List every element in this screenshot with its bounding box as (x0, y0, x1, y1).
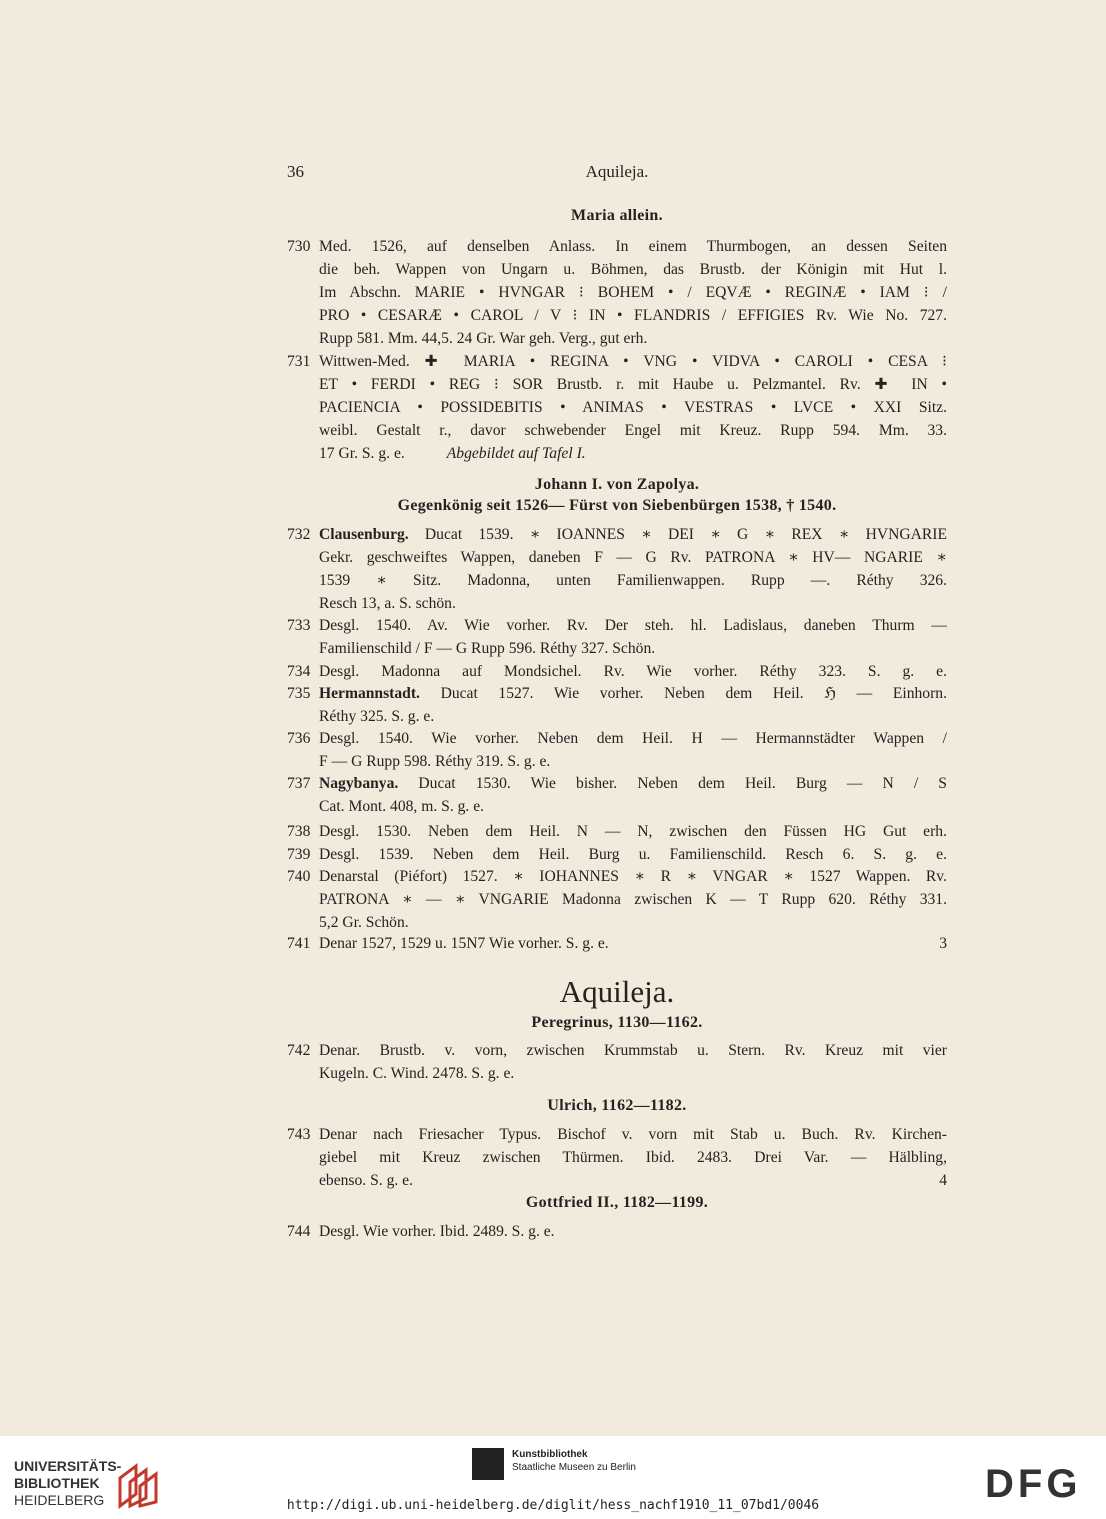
mint-place: Hermannstadt. (319, 685, 420, 702)
entry-number: 739 (287, 846, 311, 863)
entry-line: Desgl. 1540. Av. Wie vorher. Rv. Der steh. hl. Ladislaus, daneben Thurm — (319, 617, 947, 634)
entry-number: 744 (287, 1223, 311, 1240)
entry-line: Wittwen-Med. ✚ MARIA • REGINA • VNG • VIDVA • CAROLI • CESA ⁝ (319, 353, 947, 370)
entry-line: Réthy 325. S. g. e. (319, 708, 435, 725)
entry-line: 1539 ∗ Sitz. Madonna, unten Familienwappen. Rupp —. Réthy 326. (319, 572, 947, 589)
mint-place: Nagybanya. (319, 775, 399, 792)
mint-place: Clausenburg. (319, 526, 409, 543)
entry-number: 743 (287, 1126, 311, 1143)
entry-line: ET • FERDI • REG ⁝ SOR Brustb. r. mit Haube u. Pelzmantel. Rv. ✚ IN • (319, 376, 947, 393)
entry-number: 738 (287, 823, 311, 840)
section-title-ulrich: Ulrich, 1162—1182. (547, 1097, 687, 1114)
uni-logo-line: HEIDELBERG (14, 1492, 105, 1508)
catalog-entry-739 (287, 843, 947, 866)
entry-line: Denar. Brustb. v. vorn, zwischen Krummstab u. Stern. Rv. Kreuz mit vier (319, 1042, 947, 1059)
entry-number: 740 (287, 868, 311, 885)
catalog-entry-733 (287, 614, 947, 660)
page-header (287, 162, 947, 186)
kb-logo-line: Staatliche Museen zu Berlin (512, 1462, 636, 1473)
entry-text: Ducat 1539. ∗ IOANNES ∗ DEI ∗ G ∗ REX ∗ HVNGARIE (424, 526, 947, 543)
entry-line: PATRONA ∗ — ∗ VNGARIE Madonna zwischen K — T Rupp 620. Réthy 331. (319, 891, 947, 908)
kunstbibliothek-text (512, 1448, 636, 1474)
entry-line: die beh. Wappen von Ungarn u. Böhmen, das Brustb. der Königin mit Hut l. (319, 261, 947, 278)
entry-line: Resch 13, a. S. schön. (319, 595, 456, 612)
entry-line: PACIENCIA • POSSIDEBITIS • ANIMAS • VESTRAS • LVCE • XXI Sitz. (319, 399, 947, 416)
kb-logo-line: Kunstbibliothek (512, 1449, 588, 1460)
entry-number: 731 (287, 353, 311, 370)
entry-line (287, 523, 947, 546)
entry-line: Im Abschn. MARIE • HVNGAR ⁝ BOHEM • / EQVÆ • REGINÆ • IAM ⁝ / (319, 284, 947, 301)
entry-text: Ducat 1530. Wie bisher. Neben dem Heil. Burg — N / S (418, 775, 947, 792)
section-subtitle-johann: Gegenkönig seit 1526— Fürst von Siebenbürgen 1538, † 1540. (397, 497, 837, 514)
entry-line: Cat. Mont. 408, m. S. g. e. (319, 798, 485, 815)
entry-line: Kugeln. C. Wind. 2478. S. g. e. (319, 1065, 515, 1082)
entry-line: Denar nach Friesacher Typus. Bischof v. vorn mit Stab u. Buch. Rv. Kirchen- (319, 1126, 947, 1143)
entry-number: 732 (287, 526, 311, 543)
catalog-entry-732 (287, 523, 947, 615)
running-head: Aquileja. (585, 162, 649, 181)
entry-line: F — G Rupp 598. Réthy 319. S. g. e. (319, 753, 551, 770)
entry-number: 737 (287, 775, 311, 792)
entry-line: 5,2 Gr. Schön. (319, 914, 409, 931)
kunstbibliothek-mark-icon (472, 1448, 504, 1480)
kunstbibliothek-logo[interactable] (472, 1448, 672, 1488)
section-title-gottfried: Gottfried II., 1182—1199. (525, 1194, 709, 1211)
entry-line: Rupp 581. Mm. 44,5. 24 Gr. War geh. Verg., gut erh. (319, 330, 648, 347)
catalog-entry-743 (287, 1123, 947, 1192)
entry-count: 4 (939, 1172, 947, 1189)
catalog-entry-736 (287, 727, 947, 773)
catalog-entry-744 (287, 1220, 947, 1243)
entry-line (287, 772, 947, 795)
entry-line: Med. 1526, auf denselben Anlass. In einem Thurmbogen, an dessen Seiten (319, 238, 947, 255)
catalog-entry-738 (287, 820, 947, 843)
entry-number: 733 (287, 617, 311, 634)
entry-line: Desgl. 1539. Neben dem Heil. Burg u. Familienschild. Resch 6. S. g. e. (319, 846, 947, 863)
section-heading-aquileja: Aquileja. (559, 974, 675, 1009)
viewer-footer (0, 1436, 1106, 1519)
entry-line: giebel mit Kreuz zwischen Thürmen. Ibid. 2483. Drei Var. — Hälbling, (319, 1149, 947, 1166)
entry-line: Desgl. Madonna auf Mondsichel. Rv. Wie vorher. Réthy 323. S. g. e. (319, 663, 947, 680)
catalog-entry-735 (287, 682, 947, 728)
entry-line: PRO • CESARÆ • CAROL / V ⁝ IN • FLANDRIS / EFFIGIES Rv. Wie No. 727. (319, 307, 947, 324)
entry-line: Denarstal (Piéfort) 1527. ∗ IOHANNES ∗ R ∗ VNGAR ∗ 1527 Wappen. Rv. (319, 868, 947, 885)
entry-number: 736 (287, 730, 311, 747)
entry-number: 741 (287, 935, 311, 952)
entry-number: 730 (287, 238, 311, 255)
entry-line: Desgl. 1530. Neben dem Heil. N — N, zwischen den Füssen HG Gut erh. (319, 823, 947, 840)
section-title-peregrinus: Peregrinus, 1130—1162. (531, 1014, 703, 1031)
uni-logo-line: BIBLIOTHEK (14, 1475, 100, 1491)
page-number: 36 (287, 162, 304, 181)
catalog-entry-731 (287, 350, 947, 465)
entry-line (287, 682, 947, 705)
uni-logo-line: UNIVERSITÄTS- (14, 1458, 122, 1474)
entry-line: Desgl. 1540. Wie vorher. Neben dem Heil. H — Hermannstädter Wappen / (319, 730, 947, 747)
catalog-entry-734 (287, 660, 947, 683)
entry-line: weibl. Gestalt r., davor schwebender Engel mit Kreuz. Rupp 594. Mm. 33. (319, 422, 947, 439)
entry-number: 734 (287, 663, 311, 680)
section-title-maria: Maria allein. (571, 207, 663, 224)
entry-line: Desgl. Wie vorher. Ibid. 2489. S. g. e. (319, 1223, 555, 1240)
catalog-entry-737 (287, 772, 947, 818)
section-title-johann: Johann I. von Zapolya. (534, 476, 700, 493)
catalog-entry-742 (287, 1039, 947, 1085)
entry-line (287, 442, 947, 465)
entry-line: ebenso. S. g. e. (319, 1172, 413, 1189)
plate-reference: Abgebildet auf Tafel I. (446, 445, 586, 462)
entry-number: 735 (287, 685, 311, 702)
dfg-logo[interactable]: DFG (985, 1462, 1082, 1506)
entry-text: 17 Gr. S. g. e. (319, 445, 405, 462)
catalog-entry-741 (287, 932, 947, 955)
entry-text: Ducat 1527. Wie vorher. Neben dem Heil. ℌ — Einhorn. (440, 685, 947, 702)
catalog-entry-740 (287, 865, 947, 934)
entry-line: Familienschild / F — G Rupp 596. Réthy 327. Schön. (319, 640, 656, 657)
permalink-url[interactable]: http://digi.ub.uni-heidelberg.de/diglit/hess_nachf1910_11_07bd1/0046 (286, 1498, 820, 1513)
entry-number: 742 (287, 1042, 311, 1059)
entry-count: 3 (939, 935, 947, 952)
entry-line: Denar 1527, 1529 u. 15N7 Wie vorher. S. g. e. (319, 935, 609, 952)
entry-line: Gekr. geschweiftes Wappen, daneben F — G Rv. PATRONA ∗ HV— NGARIE ∗ (319, 549, 947, 566)
catalog-entry-730 (287, 235, 947, 350)
